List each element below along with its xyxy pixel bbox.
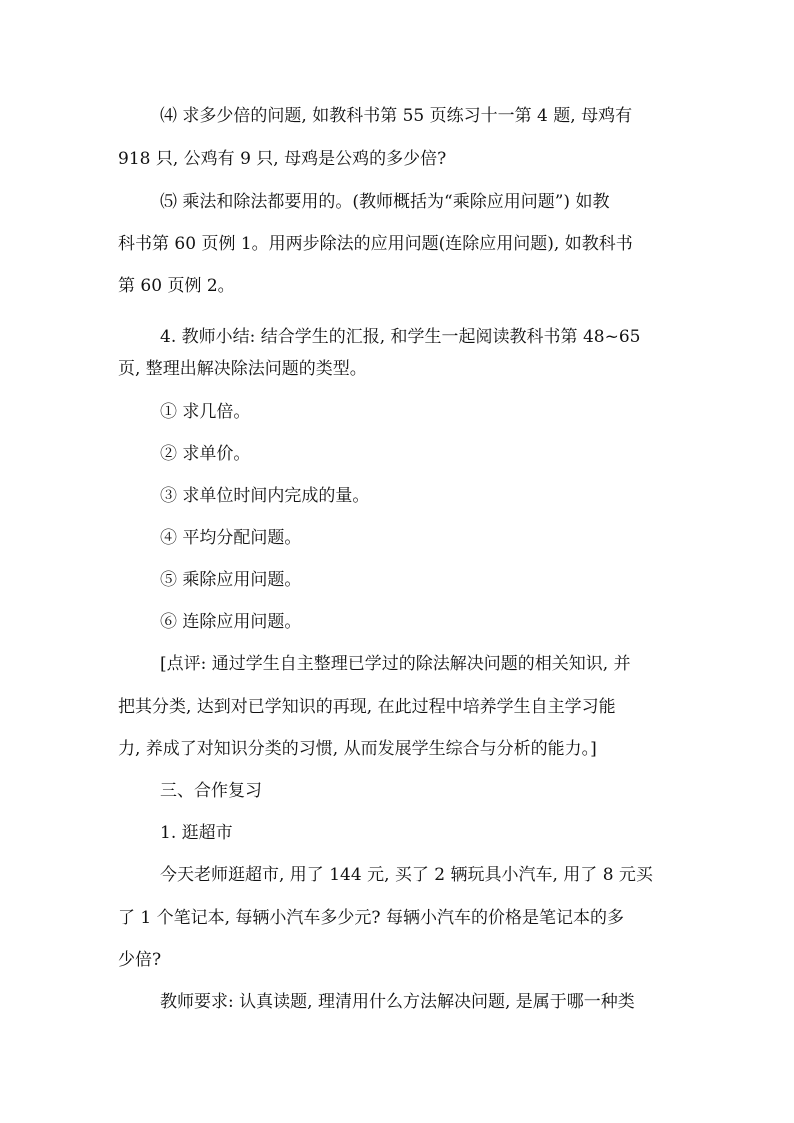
section-heading: 三、合作复习 [160,781,262,801]
paragraph-line: 了 1 个笔记本, 每辆小汽车多少元? 每辆小汽车的价格是笔记本的多 [118,908,624,928]
list-item: ⑥ 连除应用问题。 [160,612,302,632]
paragraph-line: ⑸ 乘法和除法都要用的。(教师概括为“乘除应用问题”) 如教 [160,192,610,212]
comment-line: [点评: 通过学生自主整理已学过的除法解决问题的相关知识, 并 [160,654,631,674]
paragraph-line: 科书第 60 页例 1。用两步除法的应用问题(连除应用问题), 如教科书 [118,234,633,254]
paragraph-line: 教师要求: 认真读题, 理清用什么方法解决问题, 是属于哪一种类 [160,992,635,1012]
paragraph-line: 少倍? [118,950,162,970]
subsection-heading: 1. 逛超市 [160,823,233,843]
list-item: ④ 平均分配问题。 [160,528,302,548]
paragraph-line: ⑷ 求多少倍的问题, 如教科书第 55 页练习十一第 4 题, 母鸡有 [160,106,633,126]
comment-line: 把其分类, 达到对已学知识的再现, 在此过程中培养学生自主学习能 [118,697,616,717]
paragraph-line: 918 只, 公鸡有 9 只, 母鸡是公鸡的多少倍? [118,149,447,169]
list-item: ① 求几倍。 [160,402,251,422]
paragraph-line: 今天老师逛超市, 用了 144 元, 买了 2 辆玩具小汽车, 用了 8 元买 [160,865,653,885]
list-item: ⑤ 乘除应用问题。 [160,570,302,590]
list-item: ③ 求单位时间内完成的量。 [160,486,370,506]
paragraph-line: 4. 教师小结: 结合学生的汇报, 和学生一起阅读教科书第 48~65 [160,327,641,347]
list-item: ② 求单价。 [160,444,251,464]
comment-line: 力, 养成了对知识分类的习惯, 从而发展学生综合与分析的能力。] [118,739,597,759]
paragraph-line: 页, 整理出解决除法问题的类型。 [118,359,367,379]
paragraph-line: 第 60 页例 2。 [118,276,235,296]
